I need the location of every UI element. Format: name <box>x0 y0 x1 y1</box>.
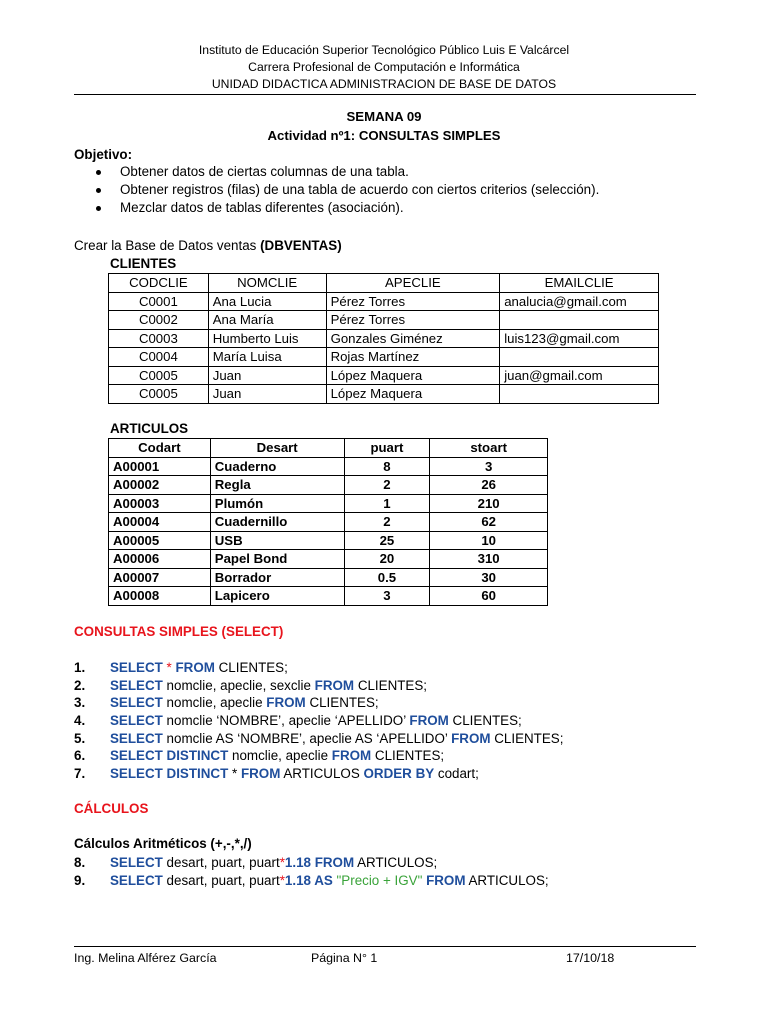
objective-item-text: Mezclar datos de tablas diferentes (asociación). <box>120 200 404 215</box>
table-row <box>109 568 548 587</box>
sql-keyword: SELECT <box>110 695 163 711</box>
articulos-cell: Regla <box>210 476 344 495</box>
clientes-cell: juan@gmail.com <box>500 366 659 385</box>
clientes-header-cell: EMAILCLIE <box>500 274 659 293</box>
sql-text: CLIENTES; <box>490 730 564 746</box>
footer-rule <box>74 946 696 947</box>
sql-operator: * <box>279 872 285 888</box>
articulos-cell: A00004 <box>109 513 211 532</box>
query-item <box>74 677 563 695</box>
simple-queries-list <box>74 659 563 783</box>
sql-keyword: FROM <box>451 730 491 746</box>
articulos-cell: Lapicero <box>210 587 344 606</box>
career-name: Carrera Profesional de Computación e Informática <box>248 60 520 74</box>
articulos-cell: Papel Bond <box>210 550 344 569</box>
articulos-cell: 30 <box>430 568 548 587</box>
table-row <box>109 531 548 550</box>
clientes-cell: Juan <box>208 385 326 404</box>
sql-operator: * <box>162 660 176 675</box>
clientes-header-cell: NOMCLIE <box>208 274 326 293</box>
articulos-cell: 8 <box>344 457 430 476</box>
sql-text: CLIENTES; <box>448 713 522 729</box>
sql-keyword: FROM <box>240 766 281 782</box>
table-row <box>109 329 659 348</box>
db-intro-text: Crear la Base de Datos ventas <box>74 238 261 253</box>
articulos-header-cell: Codart <box>109 439 211 458</box>
articulos-cell: 3 <box>344 587 430 606</box>
articulos-cell: Borrador <box>210 568 344 587</box>
clientes-table <box>108 273 659 404</box>
sql-keyword: SELECT <box>110 660 163 675</box>
sql-text: desart, puart, puart <box>162 855 280 870</box>
query-number: 6. <box>74 748 86 764</box>
sql-text: CLIENTES; <box>305 695 379 711</box>
clientes-cell: López Maquera <box>326 385 500 404</box>
sql-keyword: SELECT DISTINCT <box>110 748 229 764</box>
articulos-cell: 26 <box>430 476 548 495</box>
query-item <box>74 712 563 730</box>
articulos-cell: 20 <box>344 550 430 569</box>
articulos-cell: A00006 <box>109 550 211 569</box>
articulos-cell: Cuaderno <box>210 457 344 476</box>
sql-text: CLIENTES; <box>354 677 428 693</box>
articulos-cell: A00007 <box>109 568 211 587</box>
clientes-cell: López Maquera <box>326 366 500 385</box>
query-number: 9. <box>74 872 86 888</box>
sql-text: nomclie AS ‘NOMBRE’, apeclie AS ‘APELLIDO’ <box>162 730 452 746</box>
clientes-cell: Ana Lucia <box>208 292 326 311</box>
table-row <box>109 513 548 532</box>
objective-item <box>94 199 599 217</box>
clientes-cell: María Luisa <box>208 348 326 367</box>
articulos-cell: USB <box>210 531 344 550</box>
query-number: 4. <box>74 713 86 729</box>
clientes-cell <box>500 385 659 404</box>
articulos-cell: A00003 <box>109 494 211 513</box>
query-number: 1. <box>74 660 86 675</box>
sql-keyword: 1.18 AS <box>284 872 333 888</box>
articulos-cell: 10 <box>430 531 548 550</box>
articulos-cell: 210 <box>430 494 548 513</box>
query-number: 7. <box>74 766 86 782</box>
table-row <box>109 550 548 569</box>
sql-text: ARTICULOS <box>280 766 364 782</box>
section-simple-queries: CONSULTAS SIMPLES (SELECT) <box>74 624 284 639</box>
articulos-cell: 2 <box>344 476 430 495</box>
table-row <box>109 311 659 330</box>
query-item <box>74 694 563 712</box>
query-item <box>74 730 563 748</box>
table-row <box>109 292 659 311</box>
bullet-icon <box>96 188 101 193</box>
arith-calc-title: Cálculos Aritméticos (+,-,*,/) <box>74 836 252 851</box>
objective-item <box>94 163 599 181</box>
articulos-cell: A00008 <box>109 587 211 606</box>
articulos-header-cell: Desart <box>210 439 344 458</box>
articulos-cell: 310 <box>430 550 548 569</box>
objective-item <box>94 181 599 199</box>
footer-page: Página N° 1 <box>311 951 378 965</box>
sql-text: nomclie, apeclie <box>228 748 332 764</box>
articulos-cell: Cuadernillo <box>210 513 344 532</box>
table-row <box>109 457 548 476</box>
db-name: (DBVENTAS) <box>260 238 342 253</box>
articulos-header-cell: puart <box>344 439 430 458</box>
articulos-title: ARTICULOS <box>110 421 189 436</box>
sql-keyword: FROM <box>314 677 355 693</box>
sql-keyword: FROM <box>409 713 449 729</box>
sql-keyword: SELECT <box>110 855 163 870</box>
clientes-cell: C0004 <box>109 348 209 367</box>
objective-list <box>94 163 599 217</box>
footer-author: Ing. Melina Alférez García <box>74 951 217 965</box>
sql-keyword: FROM <box>331 748 372 764</box>
sql-text: desart, puart, puart <box>162 872 280 888</box>
articulos-cell: 1 <box>344 494 430 513</box>
query-item <box>74 854 549 872</box>
clientes-cell: C0005 <box>109 385 209 404</box>
query-item <box>74 872 549 890</box>
query-number: 5. <box>74 730 86 746</box>
sql-keyword: SELECT <box>110 677 163 693</box>
table-row <box>109 587 548 606</box>
query-item <box>74 765 563 783</box>
articulos-cell: 3 <box>430 457 548 476</box>
articulos-header-cell: stoart <box>430 439 548 458</box>
sql-keyword: SELECT <box>110 872 163 888</box>
sql-keyword: SELECT <box>110 713 163 729</box>
clientes-cell: Pérez Torres <box>326 292 500 311</box>
table-row <box>109 385 659 404</box>
week-title: SEMANA 09 <box>346 109 422 124</box>
clientes-cell: C0002 <box>109 311 209 330</box>
articulos-cell: 0.5 <box>344 568 430 587</box>
articulos-cell: 62 <box>430 513 548 532</box>
query-number: 8. <box>74 855 86 870</box>
clientes-cell: C0001 <box>109 292 209 311</box>
sql-text: ARTICULOS; <box>354 855 438 870</box>
sql-string: "Precio + IGV" <box>336 872 423 888</box>
sql-keyword: SELECT DISTINCT <box>110 766 229 782</box>
bullet-icon <box>96 206 101 211</box>
sql-operator: * <box>279 855 285 870</box>
query-number: 3. <box>74 695 86 711</box>
sql-text: nomclie ‘NOMBRE’, apeclie ‘APELLIDO’ <box>162 713 410 729</box>
articulos-cell: A00002 <box>109 476 211 495</box>
sql-keyword: FROM <box>175 660 215 675</box>
articulos-cell: 25 <box>344 531 430 550</box>
articulos-cell: Plumón <box>210 494 344 513</box>
bullet-icon <box>96 170 101 175</box>
articulos-table <box>108 438 548 606</box>
sql-keyword: ORDER BY <box>363 766 435 782</box>
sql-keyword: 1.18 FROM <box>284 855 355 870</box>
query-item <box>74 747 563 765</box>
sql-text: CLIENTES; <box>214 660 288 675</box>
sql-keyword: SELECT <box>110 730 163 746</box>
activity-title: Actividad nº1: CONSULTAS SIMPLES <box>267 128 501 143</box>
clientes-cell <box>500 311 659 330</box>
institute-name: Instituto de Educación Superior Tecnológico Público Luis E Valcárcel <box>198 43 570 57</box>
clientes-title: CLIENTES <box>110 256 177 271</box>
table-row <box>109 476 548 495</box>
articulos-cell: A00001 <box>109 457 211 476</box>
clientes-cell: Gonzales Giménez <box>326 329 500 348</box>
clientes-cell: C0005 <box>109 366 209 385</box>
clientes-cell: Pérez Torres <box>326 311 500 330</box>
sql-text: ARTICULOS; <box>465 872 549 888</box>
sql-text: nomclie, apeclie, sexclie <box>162 677 315 693</box>
articulos-cell: A00005 <box>109 531 211 550</box>
section-calculations: CÁLCULOS <box>74 801 149 816</box>
clientes-header-cell: APECLIE <box>326 274 500 293</box>
footer-date: 17/10/18 <box>566 951 615 965</box>
clientes-cell: C0003 <box>109 329 209 348</box>
sql-keyword: FROM <box>426 872 466 888</box>
articulos-cell: 2 <box>344 513 430 532</box>
articulos-cell: 60 <box>430 587 548 606</box>
calc-queries-list <box>74 854 549 889</box>
header-rule <box>74 94 696 95</box>
clientes-header-cell: CODCLIE <box>109 274 209 293</box>
clientes-cell: Humberto Luis <box>208 329 326 348</box>
clientes-cell <box>500 348 659 367</box>
table-row <box>109 366 659 385</box>
table-row <box>109 348 659 367</box>
db-intro <box>74 238 342 253</box>
objective-label: Objetivo: <box>74 147 133 162</box>
objective-item-text: Obtener registros (filas) de una tabla de acuerdo con ciertos criterios (selección). <box>120 182 600 197</box>
sql-text: codart; <box>434 766 479 782</box>
clientes-cell: Juan <box>208 366 326 385</box>
sql-text: nomclie, apeclie <box>162 695 267 711</box>
clientes-cell: Rojas Martínez <box>326 348 500 367</box>
query-item <box>74 659 563 677</box>
query-number: 2. <box>74 677 86 693</box>
table-row <box>109 494 548 513</box>
unit-name: UNIDAD DIDACTICA ADMINISTRACION DE BASE DE DATOS <box>211 77 557 91</box>
clientes-cell: Ana María <box>208 311 326 330</box>
sql-text: CLIENTES; <box>371 748 445 764</box>
clientes-cell: luis123@gmail.com <box>500 329 659 348</box>
objective-item-text: Obtener datos de ciertas columnas de una tabla. <box>120 164 409 179</box>
clientes-cell: analucia@gmail.com <box>500 292 659 311</box>
sql-text: * <box>228 766 241 782</box>
sql-keyword: FROM <box>266 695 306 711</box>
